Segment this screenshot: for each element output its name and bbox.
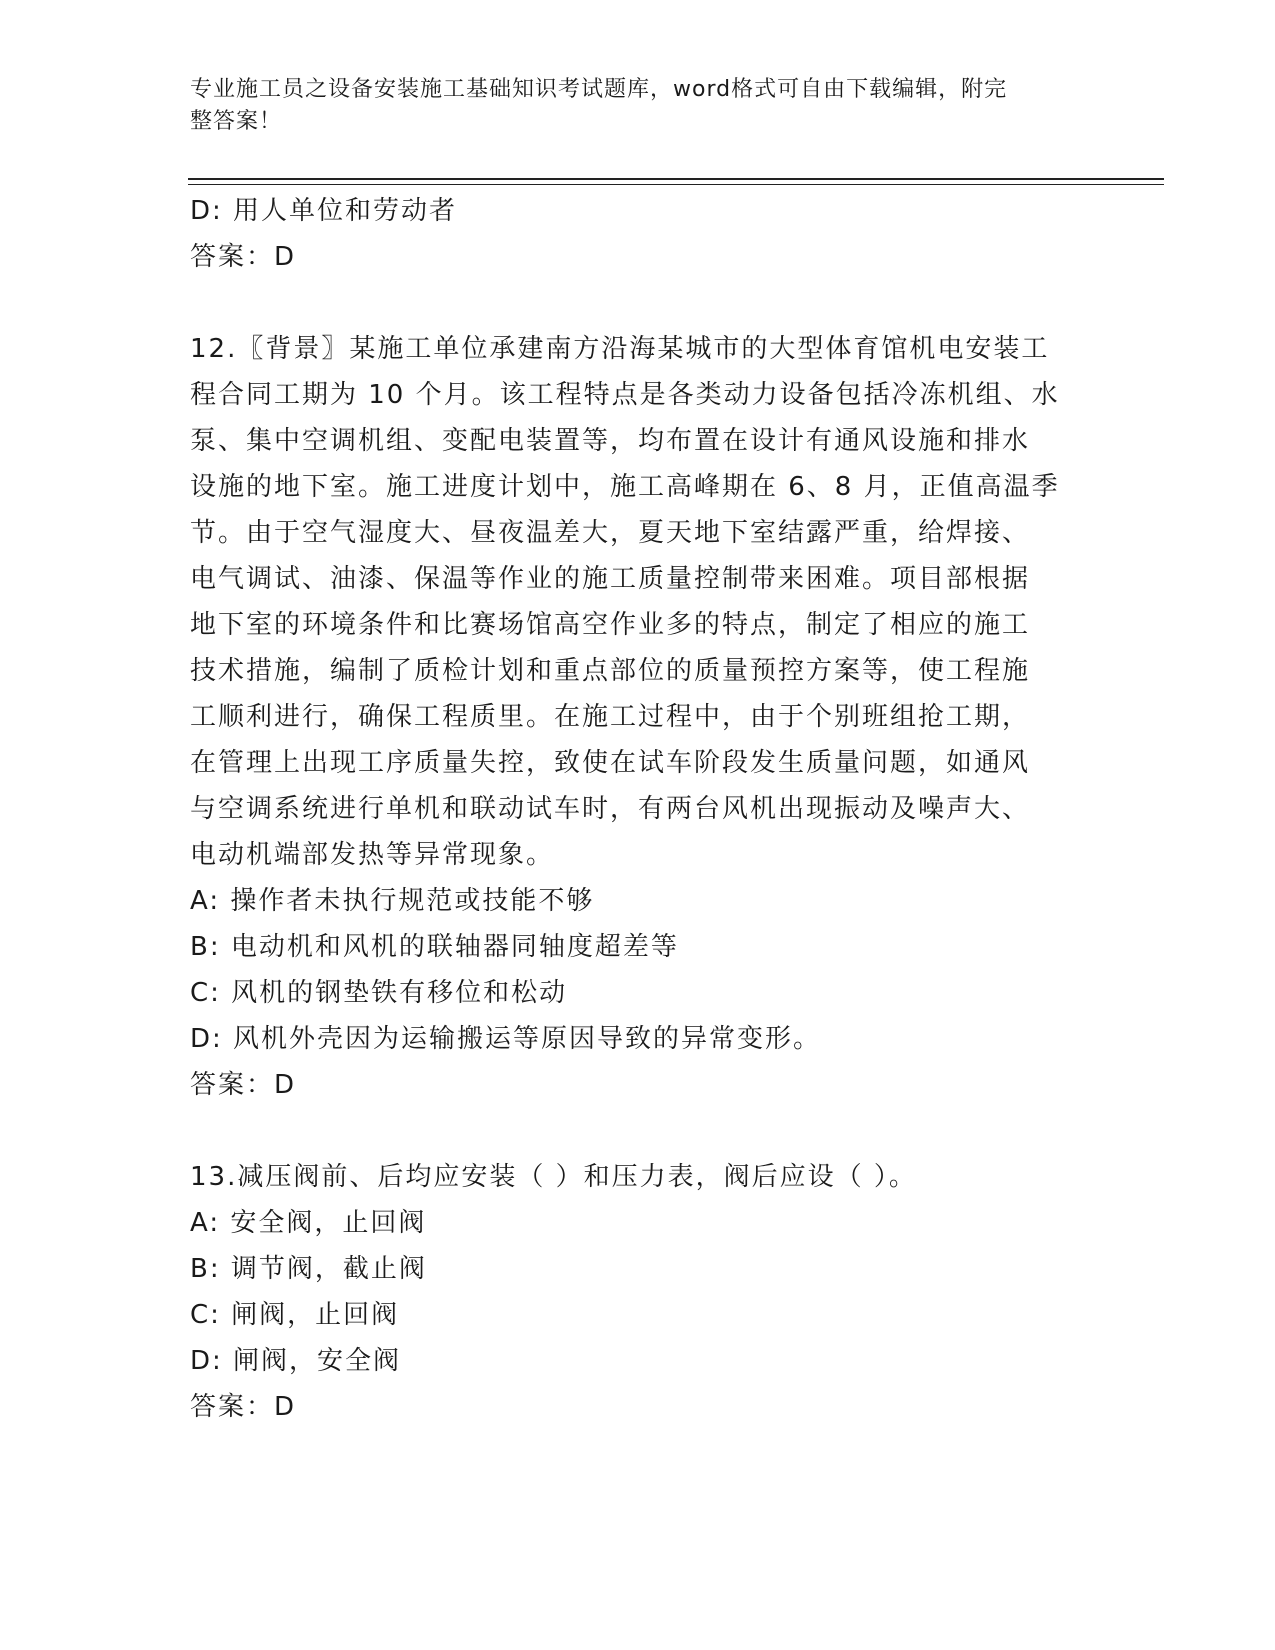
prev-option-d: D: 用人单位和劳动者 <box>190 196 458 226</box>
q12-stem-line: 技术措施，编制了质检计划和重点部位的质量预控方案等，使工程施 <box>190 656 1031 686</box>
spacer <box>190 1108 1090 1154</box>
question-12 <box>190 326 1090 1108</box>
q12-stem-line: 程合同工期为 10 个月。该工程特点是各类动力设备包括冷冻机组、水 <box>190 380 1060 410</box>
header-line-1: 专业施工员之设备安装施工基础知识考试题库，word格式可自由下载编辑，附完 <box>190 77 1008 102</box>
q12-option-d: D: 风机外壳因为运输搬运等原因导致的异常变形。 <box>190 1024 822 1054</box>
header-line-2: 整答案！ <box>190 109 283 134</box>
q12-stem-line: 电气调试、油漆、保温等作业的施工质量控制带来困难。项目部根据 <box>190 564 1031 594</box>
prev-answer: 答案：D <box>190 242 297 272</box>
q13-option-c: C: 闸阀，止回阀 <box>190 1300 400 1330</box>
q13-answer: 答案：D <box>190 1392 297 1422</box>
question-content <box>190 188 1090 1430</box>
q12-stem-line: 设施的地下室。施工进度计划中，施工高峰期在 6、8 月，正值高温季 <box>190 472 1060 502</box>
document-header <box>190 74 1090 138</box>
header-divider-thin <box>188 184 1164 185</box>
q12-answer: 答案：D <box>190 1070 297 1100</box>
q12-stem-line: 与空调系统进行单机和联动试车时，有两台风机出现振动及噪声大、 <box>190 794 1031 824</box>
q12-option-a: A: 操作者未执行规范或技能不够 <box>190 886 595 916</box>
q13-option-d: D: 闸阀，安全阀 <box>190 1346 402 1376</box>
q13-option-b: B: 调节阀，截止阀 <box>190 1254 427 1284</box>
header-divider-thick <box>188 178 1164 180</box>
q12-stem-line: 工顺利进行，确保工程质里。在施工过程中，由于个别班组抢工期， <box>190 702 1031 732</box>
q12-option-c: C: 风机的钢垫铁有移位和松动 <box>190 978 568 1008</box>
q12-stem-line: 节。由于空气湿度大、昼夜温差大，夏天地下室结露严重，给焊接、 <box>190 518 1031 548</box>
question-13 <box>190 1154 1090 1430</box>
q12-stem-line: 电动机端部发热等异常现象。 <box>190 840 555 870</box>
q12-stem-line: 地下室的环境条件和比赛场馆高空作业多的特点，制定了相应的施工 <box>190 610 1031 640</box>
q13-stem: 13.减压阀前、后均应安装（ ）和压力表，阀后应设（ ）。 <box>190 1162 917 1192</box>
spacer <box>190 280 1090 326</box>
q12-stem-line: 在管理上出现工序质量失控，致使在试车阶段发生质量问题，如通风 <box>190 748 1031 778</box>
q12-stem-line: 12.〖背景〗某施工单位承建南方沿海某城市的大型体育馆机电安装工 <box>190 334 1050 364</box>
q12-option-b: B: 电动机和风机的联轴器同轴度超差等 <box>190 932 679 962</box>
q13-option-a: A: 安全阀，止回阀 <box>190 1208 427 1238</box>
q12-stem-line: 泵、集中空调机组、变配电装置等，均布置在设计有通风设施和排水 <box>190 426 1031 456</box>
